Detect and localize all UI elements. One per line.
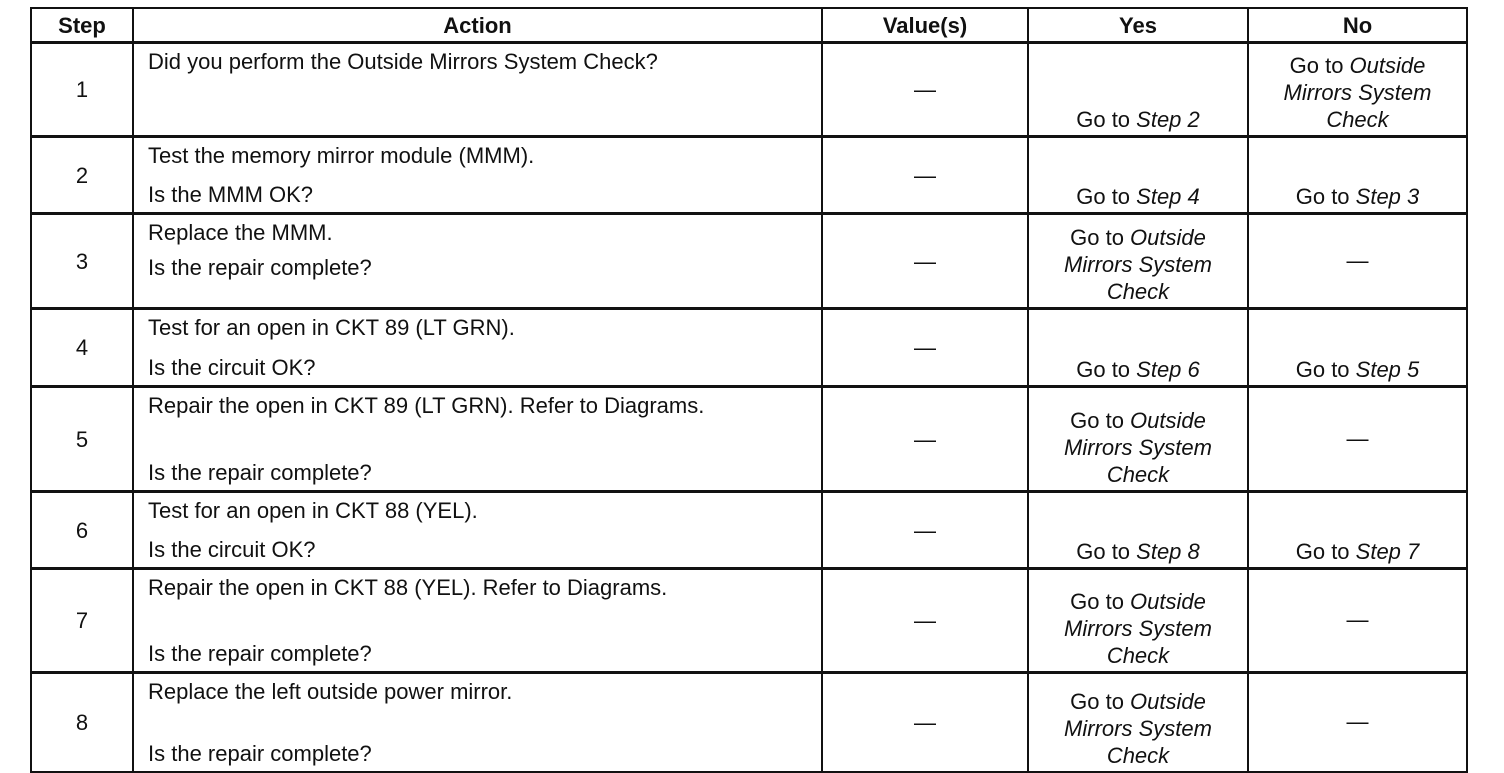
yes-cell xyxy=(1028,214,1248,309)
action-cell xyxy=(133,492,822,569)
action-question: Is the circuit OK? xyxy=(148,355,316,380)
value-cell: — xyxy=(822,569,1028,673)
table-row xyxy=(31,673,1467,773)
table-row xyxy=(31,569,1467,673)
value-cell: — xyxy=(822,214,1028,309)
action-question: Is the circuit OK? xyxy=(148,537,316,562)
action-text: Repair the open in CKT 89 (LT GRN). Refer to Diagrams. xyxy=(148,393,705,418)
no-cell xyxy=(1248,569,1467,673)
table-row xyxy=(31,492,1467,569)
no-value: — xyxy=(1346,709,1369,734)
yes-prefix: Go to xyxy=(1070,689,1131,714)
action-question: Is the repair complete? xyxy=(148,741,372,766)
value-cell: — xyxy=(822,309,1028,387)
action-text: Replace the left outside power mirror. xyxy=(148,679,513,704)
action-text: Test for an open in CKT 88 (YEL). xyxy=(148,498,478,523)
value-cell: — xyxy=(822,673,1028,773)
table-row xyxy=(31,309,1467,387)
no-cell xyxy=(1248,309,1467,387)
no-cell xyxy=(1248,137,1467,214)
step-number: 3 xyxy=(31,214,133,309)
no-cell xyxy=(1248,387,1467,492)
action-cell xyxy=(133,137,822,214)
yes-cell xyxy=(1028,569,1248,673)
action-question: Is the repair complete? xyxy=(148,255,372,280)
header-no: No xyxy=(1248,8,1467,43)
header-values: Value(s) xyxy=(822,8,1028,43)
yes-link[interactable]: Outside Mirrors System Check xyxy=(1064,689,1212,768)
yes-cell xyxy=(1028,492,1248,569)
yes-cell xyxy=(1028,387,1248,492)
yes-prefix: Go to xyxy=(1070,408,1131,433)
action-cell xyxy=(133,43,822,137)
table-row xyxy=(31,43,1467,137)
header-step: Step xyxy=(31,8,133,43)
table-row xyxy=(31,214,1467,309)
yes-link[interactable]: Step 6 xyxy=(1136,357,1200,382)
yes-link[interactable]: Step 4 xyxy=(1136,184,1200,209)
yes-prefix: Go to xyxy=(1076,184,1137,209)
no-cell xyxy=(1248,43,1467,137)
step-number: 4 xyxy=(31,309,133,387)
action-text: Repair the open in CKT 88 (YEL). Refer to Diagrams. xyxy=(148,575,668,600)
action-cell xyxy=(133,387,822,492)
yes-link[interactable]: Step 2 xyxy=(1136,107,1200,132)
no-link[interactable]: Step 5 xyxy=(1355,357,1420,382)
yes-prefix: Go to xyxy=(1076,107,1137,132)
table-row xyxy=(31,137,1467,214)
table-header-row xyxy=(31,8,1467,43)
action-text: Test for an open in CKT 89 (LT GRN). xyxy=(148,315,515,340)
action-cell xyxy=(133,569,822,673)
action-question: Is the repair complete? xyxy=(148,641,372,666)
yes-prefix: Go to xyxy=(1070,225,1131,250)
yes-prefix: Go to xyxy=(1076,357,1137,382)
value-cell: — xyxy=(822,492,1028,569)
action-text: Replace the MMM. xyxy=(148,220,333,245)
no-prefix: Go to xyxy=(1295,357,1356,382)
step-number: 2 xyxy=(31,137,133,214)
action-question: Is the MMM OK? xyxy=(148,182,314,207)
no-cell xyxy=(1248,673,1467,773)
no-cell xyxy=(1248,214,1467,309)
step-number: 7 xyxy=(31,569,133,673)
step-number: 6 xyxy=(31,492,133,569)
action-text: Test the memory mirror module (MMM). xyxy=(148,143,535,168)
diagnostic-table xyxy=(30,7,1468,773)
yes-link[interactable]: Outside Mirrors System Check xyxy=(1064,589,1212,668)
yes-cell xyxy=(1028,309,1248,387)
action-cell xyxy=(133,673,822,773)
yes-prefix: Go to xyxy=(1070,589,1131,614)
value-cell: — xyxy=(822,387,1028,492)
no-link[interactable]: Step 3 xyxy=(1355,184,1420,209)
yes-cell xyxy=(1028,43,1248,137)
no-link[interactable]: Outside Mirrors System Check xyxy=(1283,53,1432,132)
yes-link[interactable]: Step 8 xyxy=(1136,539,1200,564)
step-number: 8 xyxy=(31,673,133,773)
yes-cell xyxy=(1028,673,1248,773)
header-action: Action xyxy=(133,8,822,43)
no-cell xyxy=(1248,492,1467,569)
yes-cell xyxy=(1028,137,1248,214)
yes-link[interactable]: Outside Mirrors System Check xyxy=(1064,408,1212,487)
no-prefix: Go to xyxy=(1295,184,1356,209)
action-question: Is the repair complete? xyxy=(148,460,372,485)
value-cell: — xyxy=(822,137,1028,214)
value-cell: — xyxy=(822,43,1028,137)
no-value: — xyxy=(1346,607,1369,632)
step-number: 1 xyxy=(31,43,133,137)
yes-link[interactable]: Outside Mirrors System Check xyxy=(1064,225,1212,304)
header-yes: Yes xyxy=(1028,8,1248,43)
no-prefix: Go to xyxy=(1295,539,1356,564)
no-link[interactable]: Step 7 xyxy=(1355,539,1420,564)
action-cell xyxy=(133,214,822,309)
action-cell xyxy=(133,309,822,387)
no-value: — xyxy=(1346,247,1369,273)
yes-prefix: Go to xyxy=(1076,539,1137,564)
action-text: Did you perform the Outside Mirrors System Check? xyxy=(148,49,658,74)
no-value: — xyxy=(1346,425,1369,451)
step-number: 5 xyxy=(31,387,133,492)
no-prefix: Go to xyxy=(1289,53,1350,78)
table-row xyxy=(31,387,1467,492)
